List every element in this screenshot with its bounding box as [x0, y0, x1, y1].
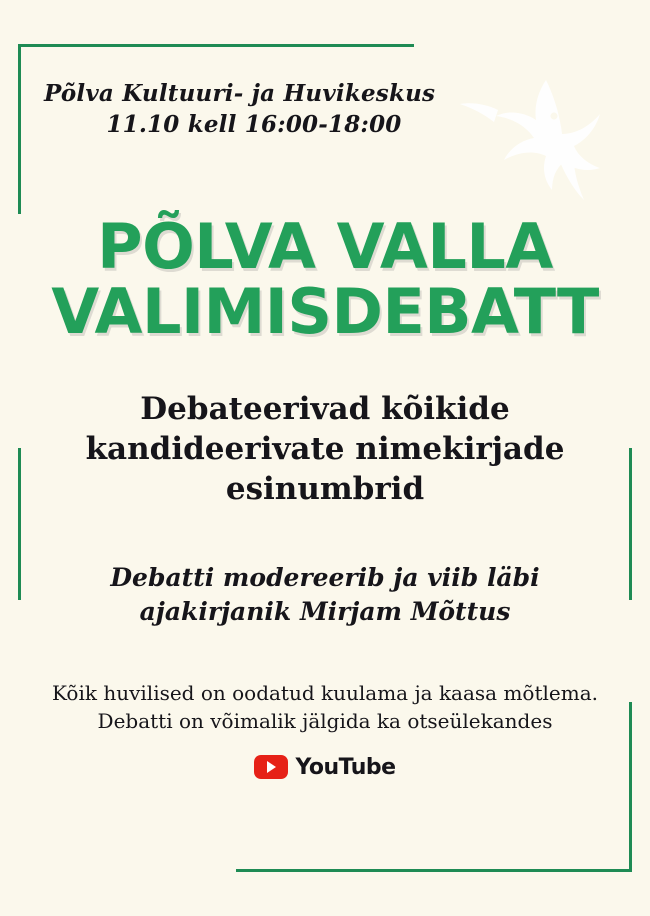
venue-block: [28, 0, 622, 140]
youtube-play-icon: [254, 755, 288, 779]
subheading: Debateerivad kõikide kandideerivate nimekirjade esinumbrid: [85, 391, 565, 507]
page-title-line2: VALIMISDEBATT: [51, 275, 599, 349]
moderator-line2: ajakirjanik Mirjam Mõttus: [139, 597, 511, 627]
youtube-badge[interactable]: [28, 755, 622, 780]
venue-datetime: 11.10 kell 16:00-18:00: [106, 111, 402, 139]
note-line2: Debatti on võimalik jälgida ka otseülekandes: [97, 708, 553, 733]
venue-place: Põlva Kultuuri- ja Huvikeskus: [44, 80, 436, 107]
note-line1: Kõik huvilised on oodatud kuulama ja kaasa mõtlema.: [52, 680, 598, 705]
page-title: [28, 210, 622, 349]
moderator-line1: Debatti modereerib ja viib läbi: [110, 563, 540, 593]
page-title-line1: PÕLVA VALLA: [97, 210, 553, 284]
note-block: [28, 679, 622, 735]
moderator-block: [28, 561, 622, 629]
youtube-label: YouTube: [295, 754, 396, 780]
